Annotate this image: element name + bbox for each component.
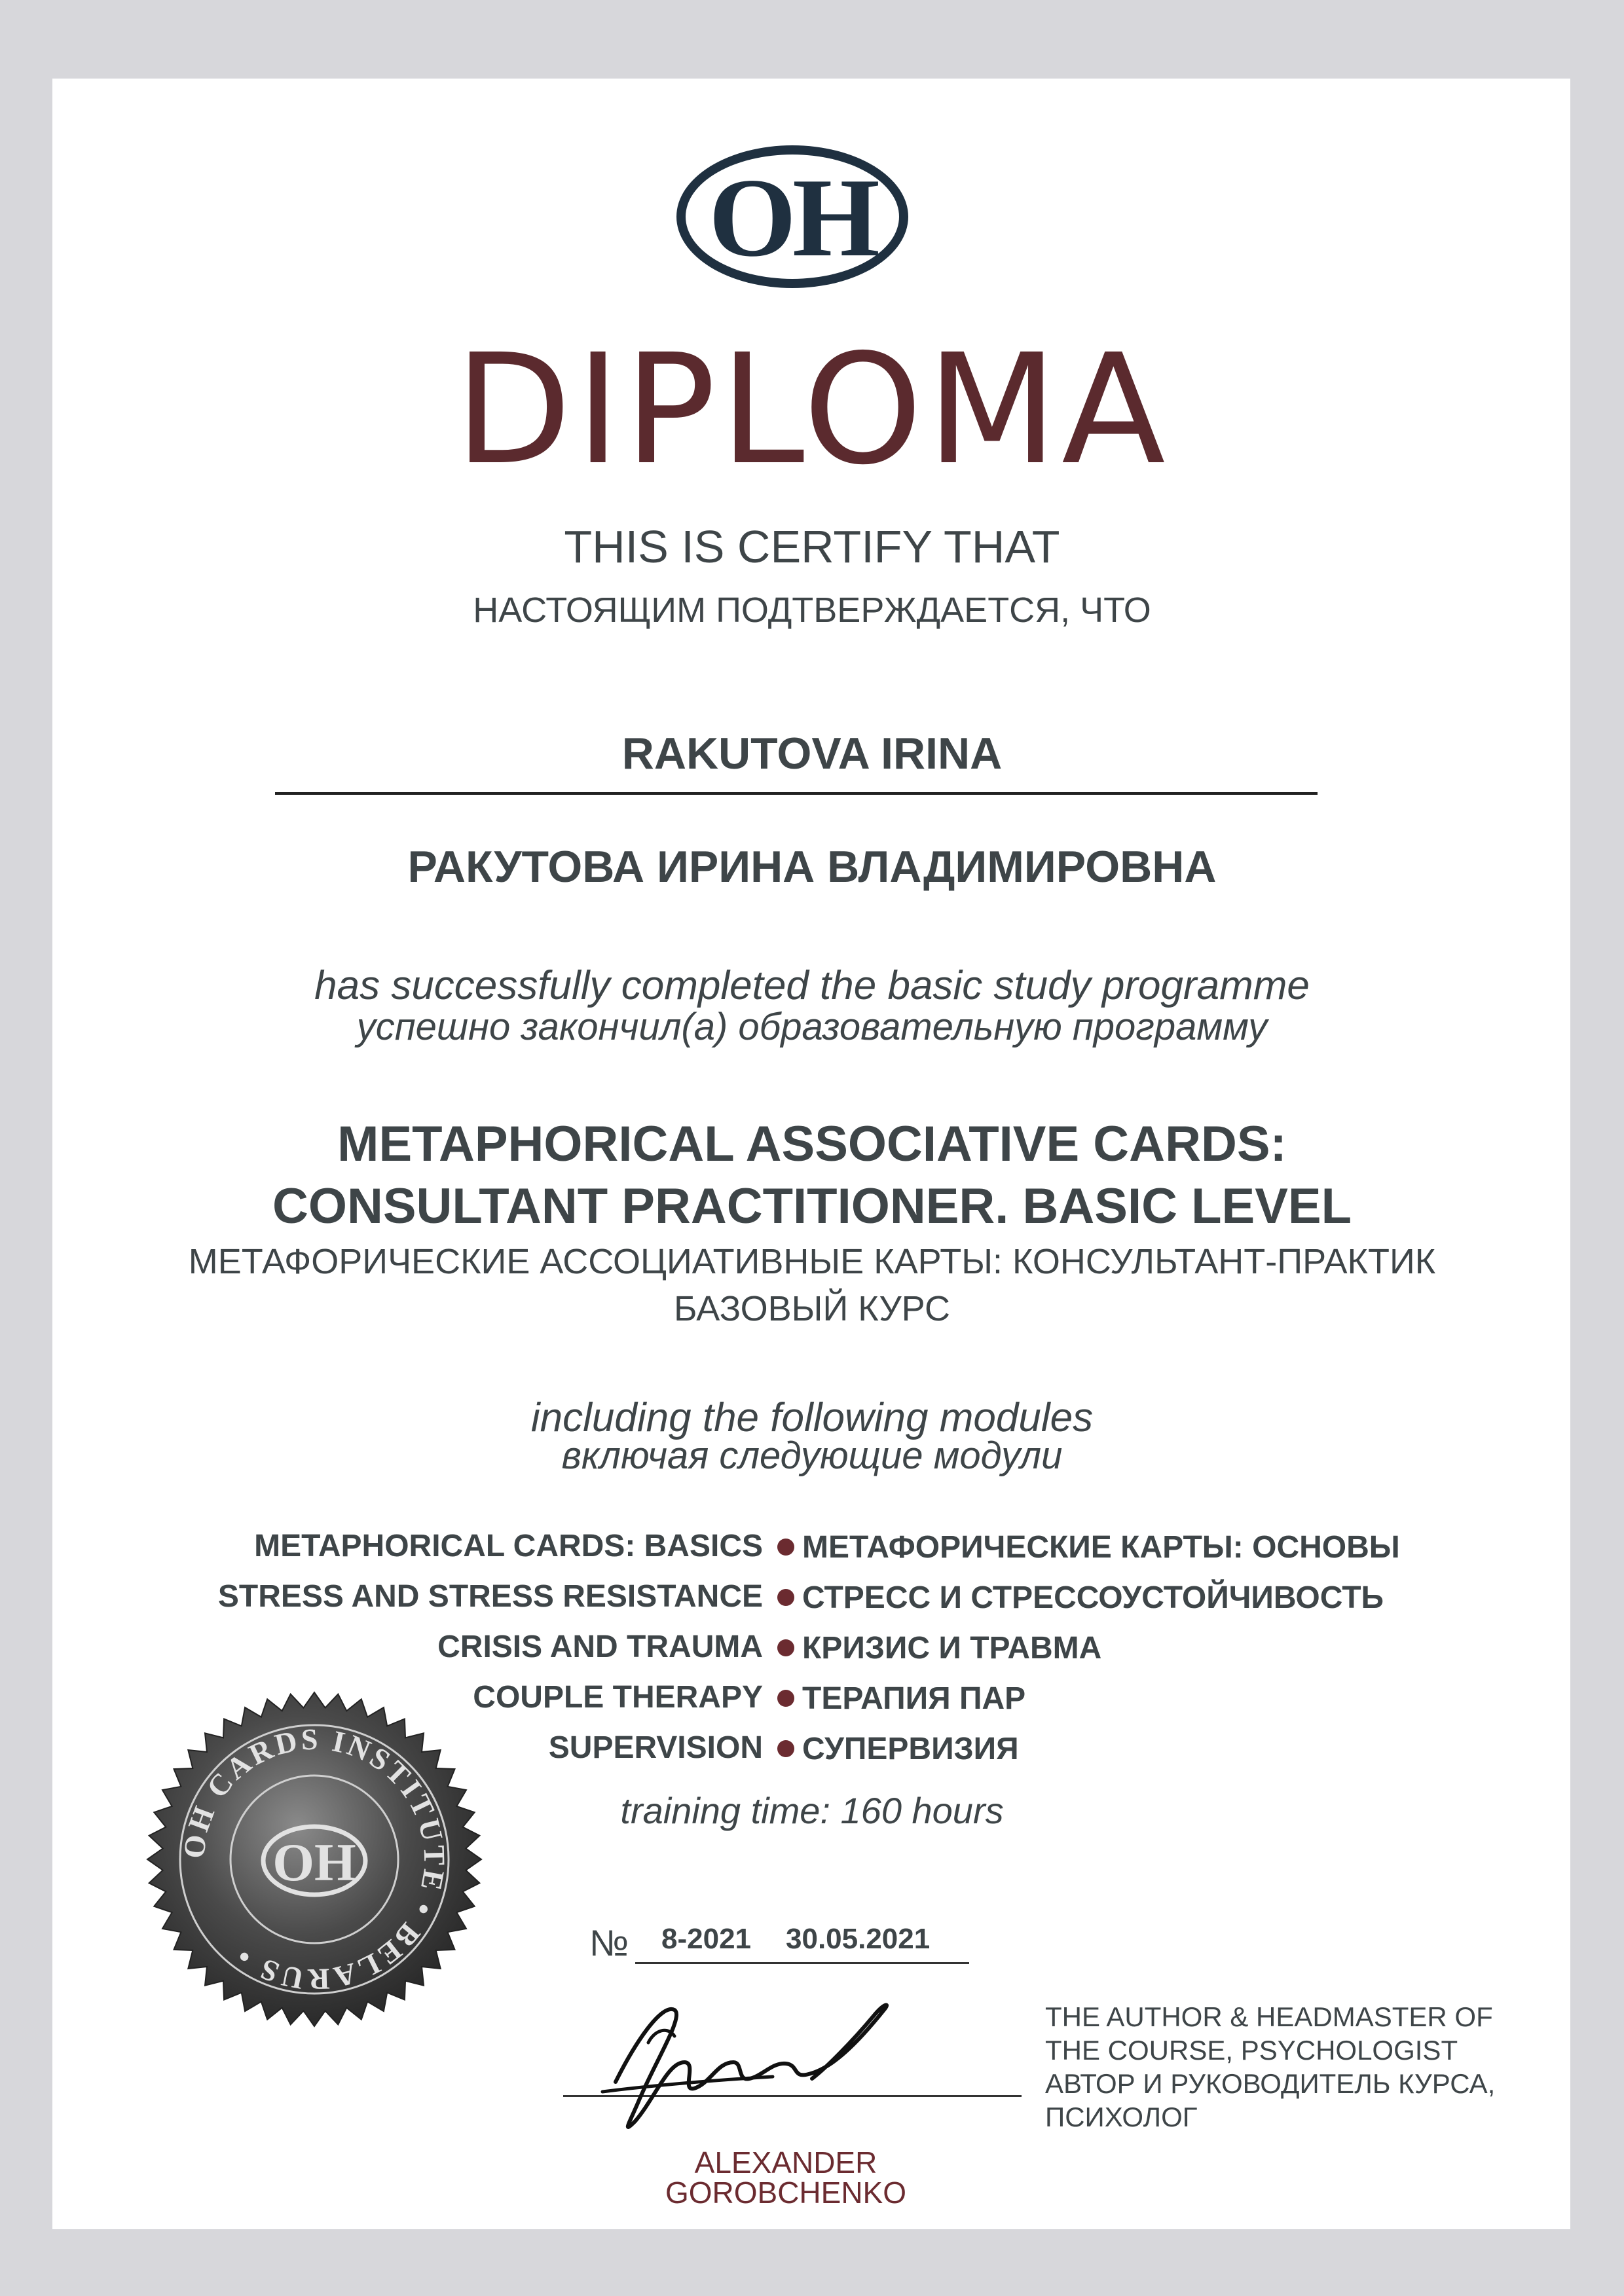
completion-text-en: has successfully completed the basic study programme [314,963,1310,1008]
module-name-ru: КРИЗИС И ТРАВМА [802,1631,1102,1666]
certify-heading-en: THIS IS CERTIFY THAT [564,521,1060,572]
author-role-ru-line1: АВТОР И РУКОВОДИТЕЛЬ КУРСА, [1045,2068,1496,2099]
recipient-name-ru: РАКУТОВА ИРИНА ВЛАДИМИРОВНА [407,842,1217,892]
name-underline [275,792,1318,795]
signature [576,1964,930,2141]
signer-name: ALEXANDER GOROBCHENKO [665,2145,907,2210]
bullet-dot [777,1639,794,1656]
modules-intro-ru: включая следующие модули [561,1434,1063,1477]
seal-center-text: OH [272,1832,356,1892]
module-name-ru: СТРЕСС И СТРЕССОУСТОЙЧИВОСТЬ [802,1580,1384,1615]
certify-heading-ru: НАСТОЯЩИМ ПОДТВЕРЖДАЕТСЯ, ЧТО [473,591,1151,630]
programme-title-ru-line1: МЕТАФОРИЧЕСКИЕ АССОЦИАТИВНЫЕ КАРТЫ: КОНСУЛЬТАНТ-ПРАКТИК [188,1242,1436,1281]
programme-title-ru-line2: БАЗОВЫЙ КУРС [673,1289,951,1328]
seal-stamp [144,1689,485,2030]
author-role-ru-line2: ПСИХОЛОГ [1045,2102,1198,2132]
bullet-dot [777,1589,794,1606]
training-time: training time: 160 hours [620,1790,1004,1831]
module-name-en: CRISIS AND TRAUMA [437,1630,763,1664]
module-name-en: STRESS AND STRESS RESISTANCE [217,1579,763,1614]
modules-intro-en: including the following modules [530,1395,1094,1440]
completion-text-ru: успешно закончил(а) образовательную программу [356,1006,1268,1048]
bullet-dot [777,1539,794,1556]
module-name-ru: СУПЕРВИЗИЯ [802,1732,1019,1766]
bullet-dot [777,1740,794,1757]
certificate-number-label: № [589,1922,629,1963]
certificate-number: 8-2021 [661,1923,752,1955]
module-name-en: SUPERVISION [548,1730,763,1765]
seal-ring-text: OH CARDS INSTITUTE • BELARUS • [177,1722,452,1997]
module-name-en: METAPHORICAL CARDS: BASICS [254,1529,763,1563]
programme-title-en-line1: METAPHORICAL ASSOCIATIVE CARDS: [337,1116,1287,1172]
recipient-name-en: RAKUTOVA IRINA [621,729,1003,778]
module-name-en: COUPLE THERAPY [473,1680,763,1715]
module-name-ru: МЕТАФОРИЧЕСКИЕ КАРТЫ: ОСНОВЫ [802,1530,1400,1565]
programme-title-en-line2: CONSULTANT PRACTITIONER. BASIC LEVEL [272,1178,1352,1234]
bullet-dot [777,1690,794,1707]
author-role-en-line2: THE COURSE, PSYCHOLOGIST [1045,2035,1458,2066]
diploma-title: DIPLOMA [454,321,1170,498]
logo-text: OH [709,156,876,280]
oh-logo [676,145,908,288]
module-name-ru: ТЕРАПИЯ ПАР [802,1681,1026,1716]
certificate-date: 30.05.2021 [786,1923,931,1955]
author-role-en-line1: THE AUTHOR & HEADMASTER OF [1045,2001,1493,2032]
